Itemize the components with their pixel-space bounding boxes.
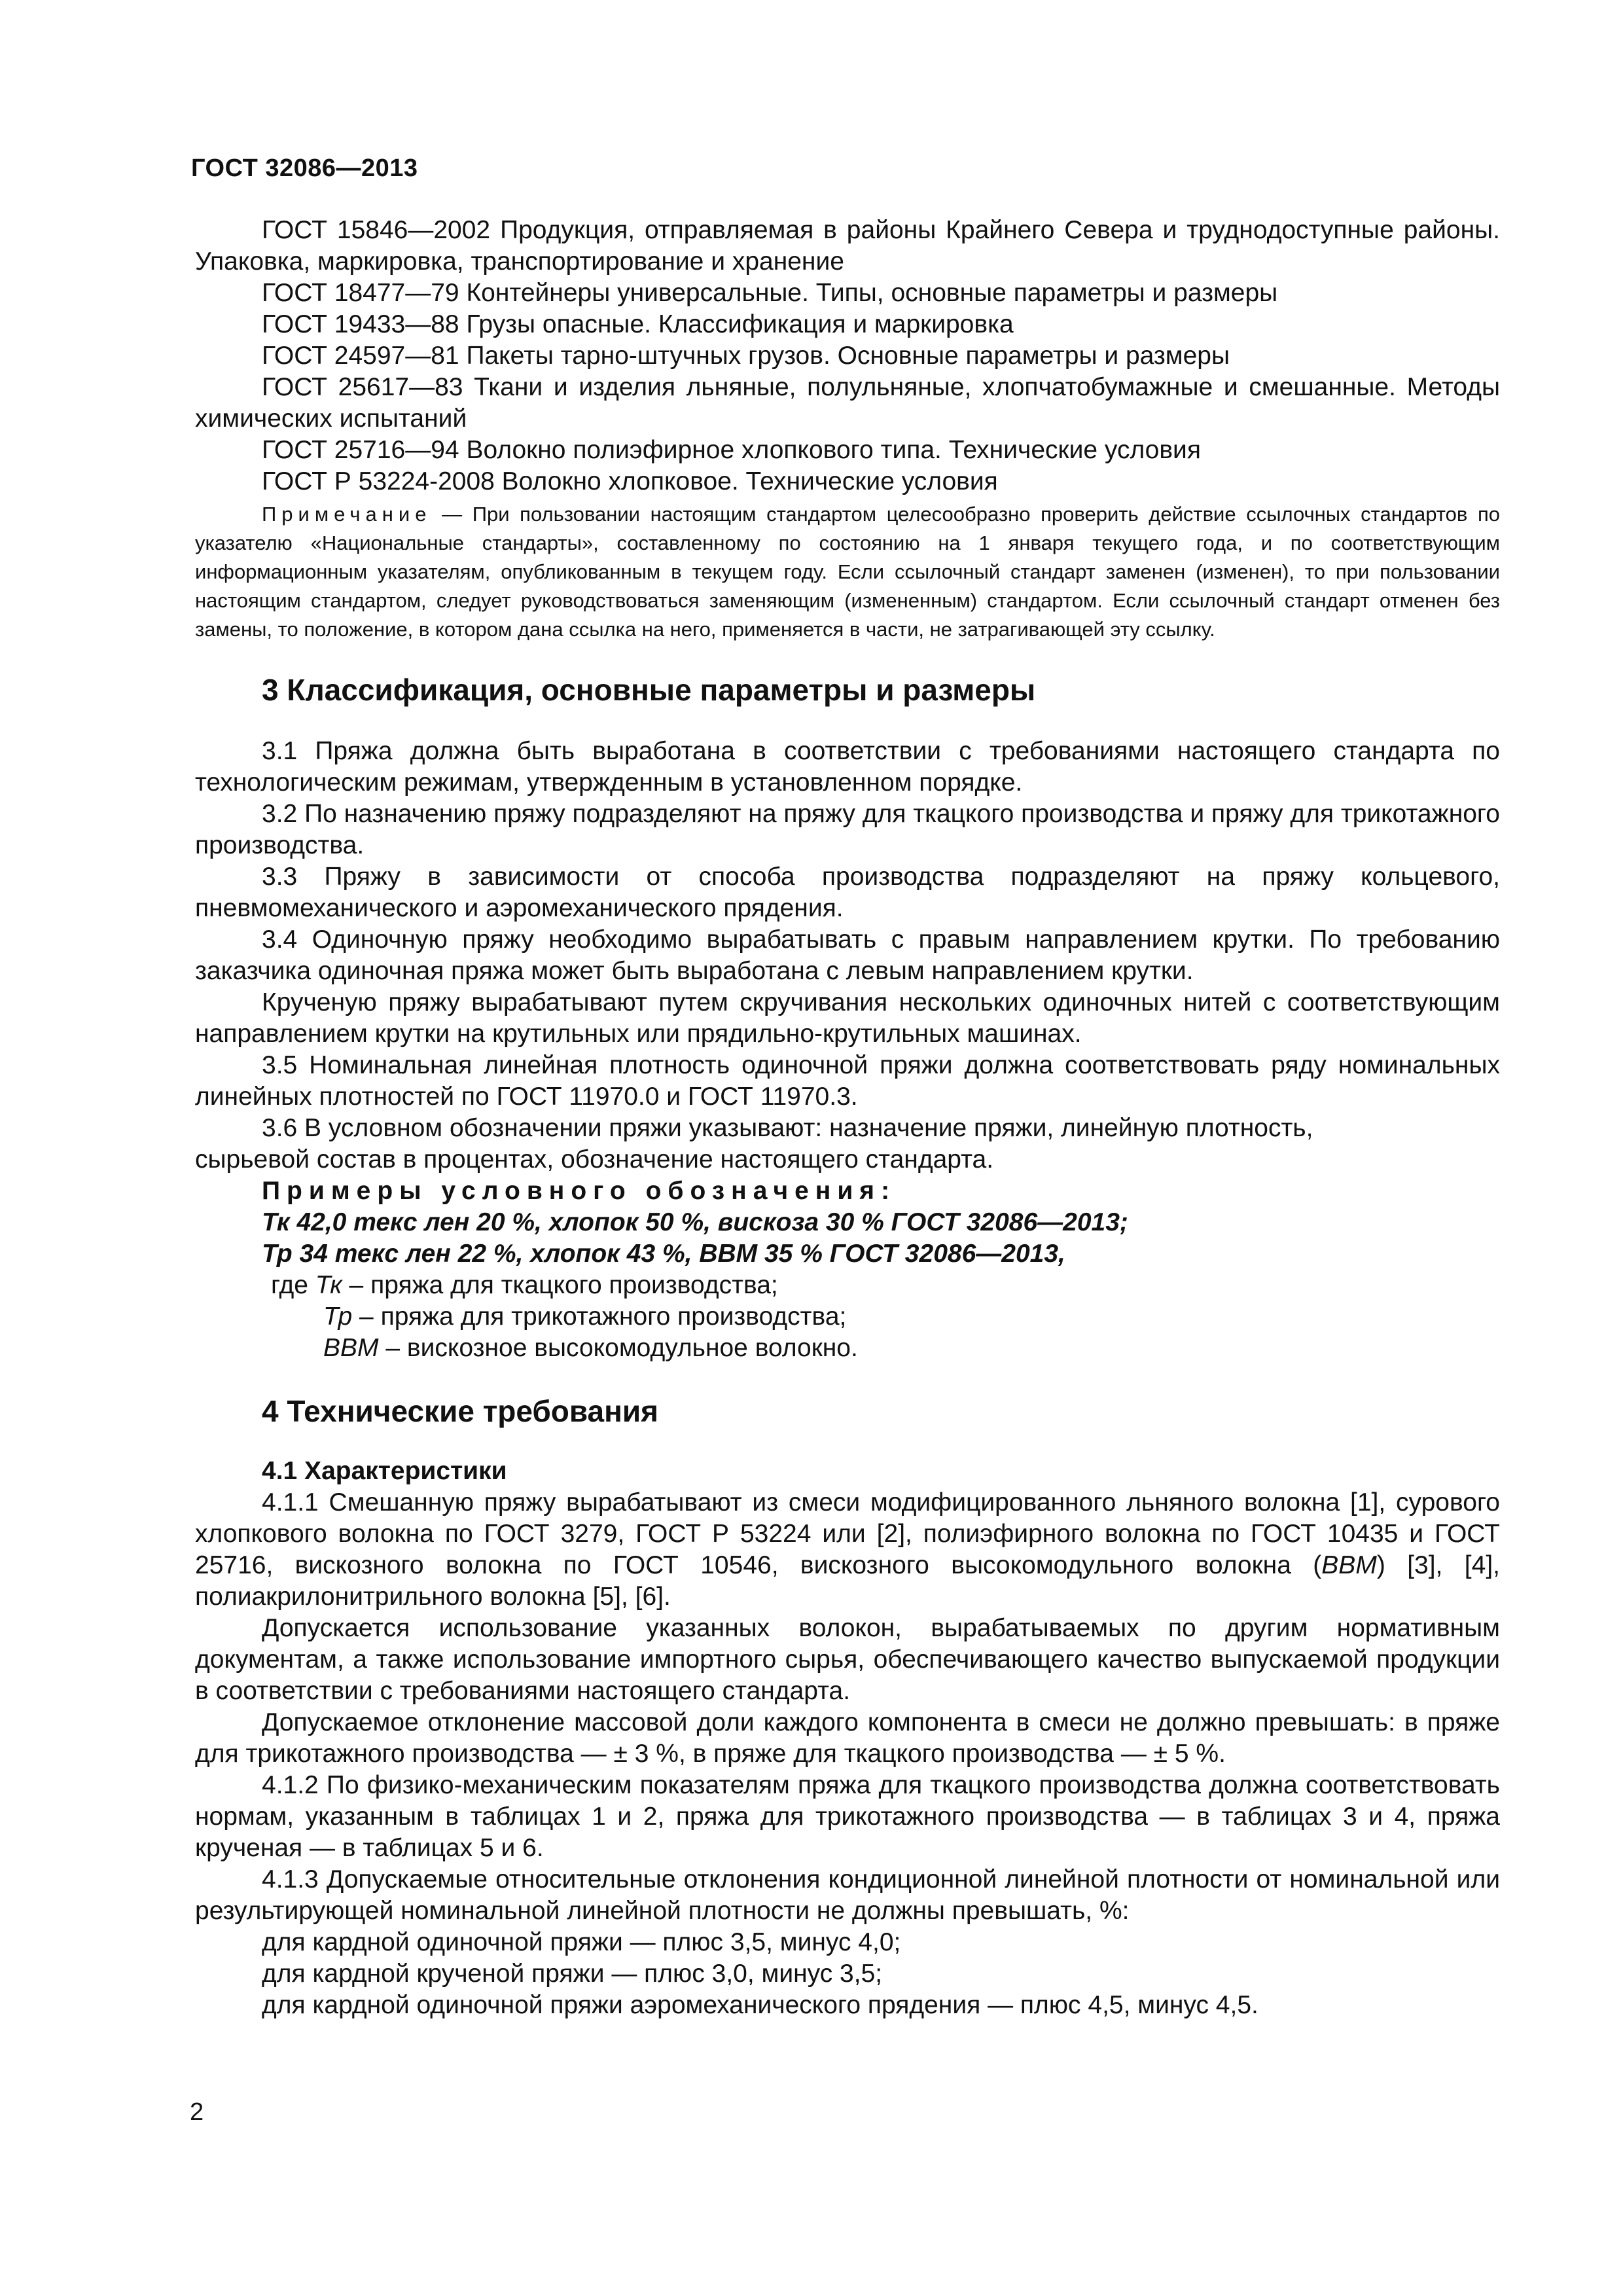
deviation-item: для кардной одиночной пряжи — плюс 3,5, минус 4,0; <box>262 1928 901 1956</box>
reference-item: ГОСТ Р 53224-2008 Волокно хлопковое. Технические условия <box>262 467 998 495</box>
document-header: ГОСТ 32086—2013 <box>191 154 418 182</box>
clause-3-3: 3.3 Пряжу в зависимости от способа производства подразделяют на пряжу кольцевого, пневмомеханического и аэромеханического прядения. <box>195 863 1500 922</box>
reference-item: ГОСТ 25617—83 Ткани и изделия льняные, полульняные, хлопчатобумажные и смешанные. Методы химических испытаний <box>195 373 1500 433</box>
clause-3-5: 3.5 Номинальная линейная плотность одиночной пряжи должна соответствовать ряду номинальных линейных плотностей по ГОСТ 11970.0 и ГОСТ 11970.3. <box>195 1051 1500 1111</box>
clause-4-1-1: 4.1.1 Смешанную пряжу вырабатывают из смеси модифицированного льняного волокна [1], сурового хлопкового волокна по ГОСТ 3279, ГОСТ Р 53224 или [2], полиэфирного волокна по ГОСТ 10435 и ГОСТ 25716, вискозного волокна по ГОСТ 10546, вискозного высокомодульного волокна (ВВМ) [3], [4], полиакрилонитрильного волокна [5], [6]. <box>195 1488 1500 1611</box>
clause-3-6-line1: 3.6 В условном обозначении пряжи указывают: назначение пряжи, линейную плотность, <box>262 1114 1313 1142</box>
clause-deviation: Допускаемое отклонение массовой доли каждого компонента в смеси не должно превышать: в пряже для трикотажного производства — ± 3 %, в пряже для ткацкого производства — ± 5 %. <box>195 1708 1500 1768</box>
reference-item: ГОСТ 19433—88 Грузы опасные. Классификация и маркировка <box>262 310 1014 338</box>
document-body <box>195 215 1500 2021</box>
page-number: 2 <box>190 2098 204 2126</box>
example-2: Тр 34 текс лен 22 %, хлопок 43 %, ВВМ 35 % ГОСТ 32086—2013, <box>262 1240 1065 1268</box>
clause-4-1-3: 4.1.3 Допускаемые относительные отклонения кондиционной линейной плотности от номинальной или результирующей номинальной линейной плотности не должны превышать, %: <box>195 1865 1500 1925</box>
section-3-title: 3 Классификация, основные параметры и размеры <box>262 673 1036 707</box>
examples-label: Примеры условного обозначения: <box>262 1177 897 1205</box>
legend-line-3: ВВМ – вискозное высокомодульное волокно. <box>323 1334 858 1362</box>
clause-4-1-2: 4.1.2 По физико-механическим показателям пряжа для ткацкого производства должна соответствовать нормам, указанным в таблицах 1 и 2, пряжа для трикотажного производства — в таблицах 3 и 4, пряжа крученая — в таблицах 5 и 6. <box>195 1771 1500 1862</box>
reference-item: ГОСТ 15846—2002 Продукция, отправляемая в районы Крайнего Севера и труднодоступные районы. Упаковка, маркировка, транспортирование и хранение <box>195 216 1500 276</box>
deviation-item: для кардной одиночной пряжи аэромеханического прядения — плюс 4,5, минус 4,5. <box>262 1991 1258 2019</box>
subsection-4-1-title: 4.1 Характеристики <box>262 1457 507 1485</box>
note-text: — При пользовании настоящим стандартом целесообразно проверить действие ссылочных стандартов по указателю «Национальные стандарты», составленному по состоянию на 1 января текущего года, и по соответствующим информационным указателям, опубликованным в текущем году. Если ссылочный стандарт заменен (изменен), то при пользовании настоящим стандартом, следует руководствоваться заменяющим (измененным) стандартом. Если ссылочный стандарт отменен без замены, то положение, в котором дана ссылка на него, применяется в части, не затрагивающей эту ссылку. <box>195 503 1500 641</box>
legend-line-2: Тр – пряжа для трикотажного производства; <box>323 1302 847 1331</box>
clause-3-2: 3.2 По назначению пряжу подразделяют на пряжу для ткацкого производства и пряжу для трикотажного производства. <box>195 800 1500 859</box>
deviation-item: для кардной крученой пряжи — плюс 3,0, минус 3,5; <box>262 1960 883 1988</box>
reference-item: ГОСТ 18477—79 Контейнеры универсальные. Типы, основные параметры и размеры <box>262 279 1278 307</box>
example-1: Тк 42,0 текс лен 20 %, хлопок 50 %, вискоза 30 % ГОСТ 32086—2013; <box>262 1208 1128 1236</box>
legend-line-1: где Тк – пряжа для ткацкого производства; <box>271 1271 778 1299</box>
clause-3-4: 3.4 Одиночную пряжу необходимо вырабатывать с правым направлением крутки. По требованию заказчика одиночная пряжа может быть выработана с левым направлением крутки. <box>195 925 1500 985</box>
clause-allowed: Допускается использование указанных волокон, вырабатываемых по другим нормативным документам, а также использование импортного сырья, обеспечивающего качество выпускаемой продукции в соответствии с требованиями настоящего стандарта. <box>195 1614 1500 1705</box>
clause-3-6-line2: сырьевой состав в процентах, обозначение настоящего стандарта. <box>195 1145 994 1174</box>
note-paragraph <box>195 500 1500 644</box>
reference-item: ГОСТ 25716—94 Волокно полиэфирное хлопкового типа. Технические условия <box>262 436 1201 464</box>
clause-3-1: 3.1 Пряжа должна быть выработана в соответствии с требованиями настоящего стандарта по технологическим режимам, утвержденным в установленном порядке. <box>195 737 1500 797</box>
section-4-title: 4 Технические требования <box>262 1394 658 1428</box>
reference-item: ГОСТ 24597—81 Пакеты тарно-штучных грузов. Основные параметры и размеры <box>262 342 1230 370</box>
note-label: Примечание <box>262 503 432 526</box>
clause-3-4-twisted: Крученую пряжу вырабатывают путем скручивания нескольких одиночных нитей с соответствующим направлением крутки на крутильных или прядильно-крутильных машинах. <box>195 988 1500 1048</box>
